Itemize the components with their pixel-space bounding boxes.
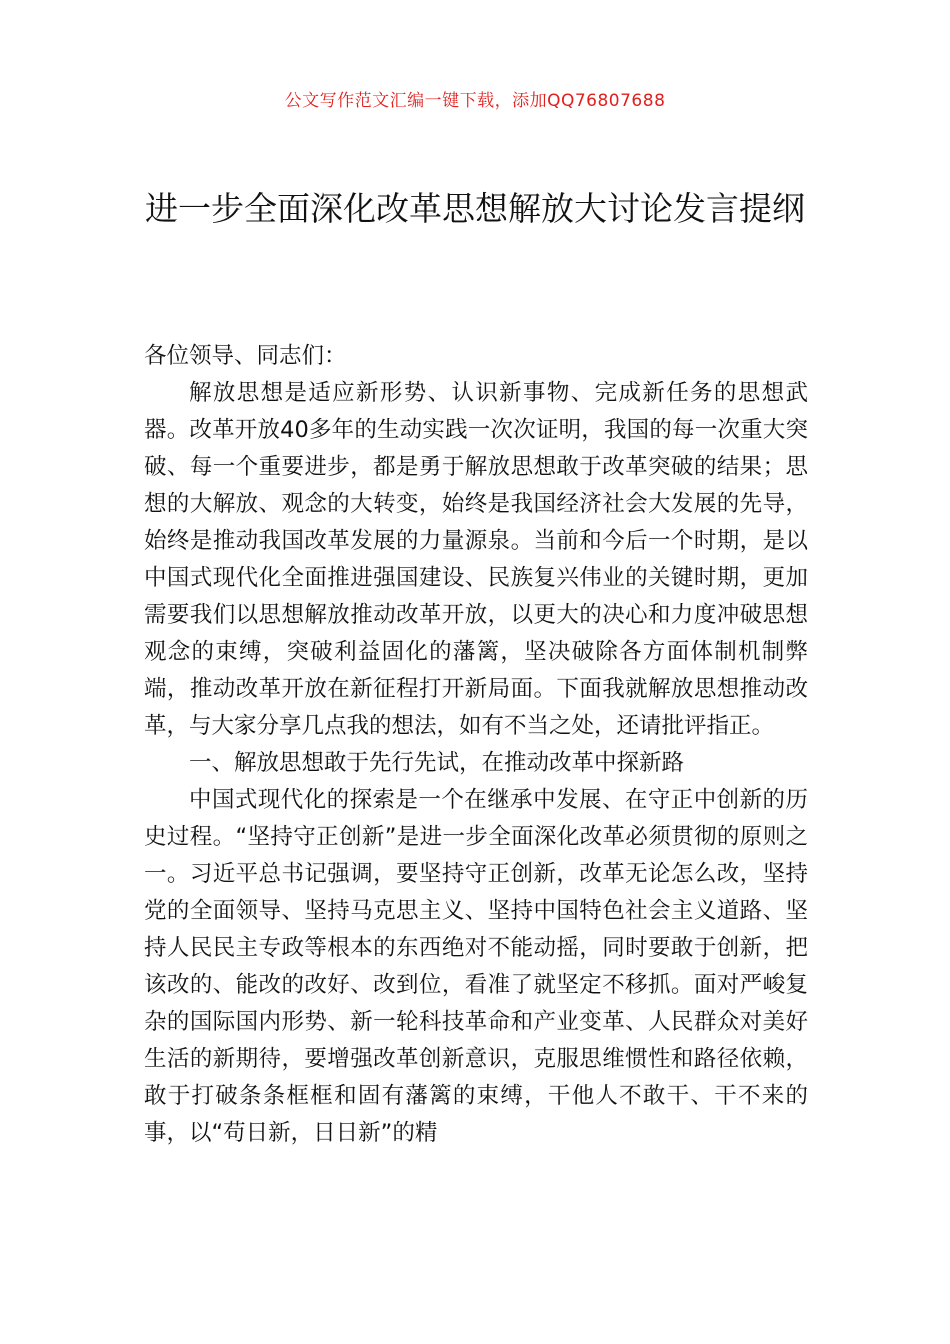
- document-title: 进一步全面深化改革思想解放大讨论发言提纲: [145, 189, 805, 228]
- intro-paragraph: 解放思想是适应新形势、认识新事物、完成新任务的思想武器。改革开放40多年的生动实践一次次证明，我国的每一次重大突破、每一个重要进步，都是勇于解放思想敢于改革突破的结果；思想的大解放、观念的大转变，始终是我国经济社会大发展的先导，始终是推动我国改革发展的力量源泉。当前和今后一个时期，是以中国式现代化全面推进强国建设、民族复兴伟业的关键时期，更加需要我们以思想解放推动改革开放，以更大的决心和力度冲破思想观念的束缚，突破利益固化的藩篱，坚决破除各方面体制机制弊端，推动改革开放在新征程打开新局面。下面我就解放思想推动改革，与大家分享几点我的想法，如有不当之处，还请批评指正。: [144, 380, 808, 739]
- section-1-paragraph: 中国式现代化的探索是一个在继承中发展、在守正中创新的历史过程。“坚持守正创新”是进一步全面深化改革必须贯彻的原则之一。习近平总书记强调，要坚持守正创新，改革无论怎么改，坚持党的全面领导、坚持马克思主义、坚持中国特色社会主义道路、坚持人民民主专政等根本的东西绝对不能动摇，同时要敢于创新，把该改的、能改的改好、改到位，看准了就坚定不移抓。面对严峻复杂的国际国内形势、新一轮科技革命和产业变革、人民群众对美好生活的新期待，要增强改革创新意识，克服思维惯性和路径依赖，敢于打破条条框框和固有藩篱的束缚，干他人不敢干、干不来的事，以“苟日新，日日新”的精: [144, 787, 808, 1146]
- download-note: 公文写作范文汇编一键下载，添加QQ76807688: [284, 91, 666, 111]
- section-heading-1: 一、解放思想敢于先行先试，在推动改革中探新路: [189, 750, 685, 776]
- salutation: 各位领导、同志们：: [144, 343, 347, 369]
- document-body: [144, 338, 808, 1152]
